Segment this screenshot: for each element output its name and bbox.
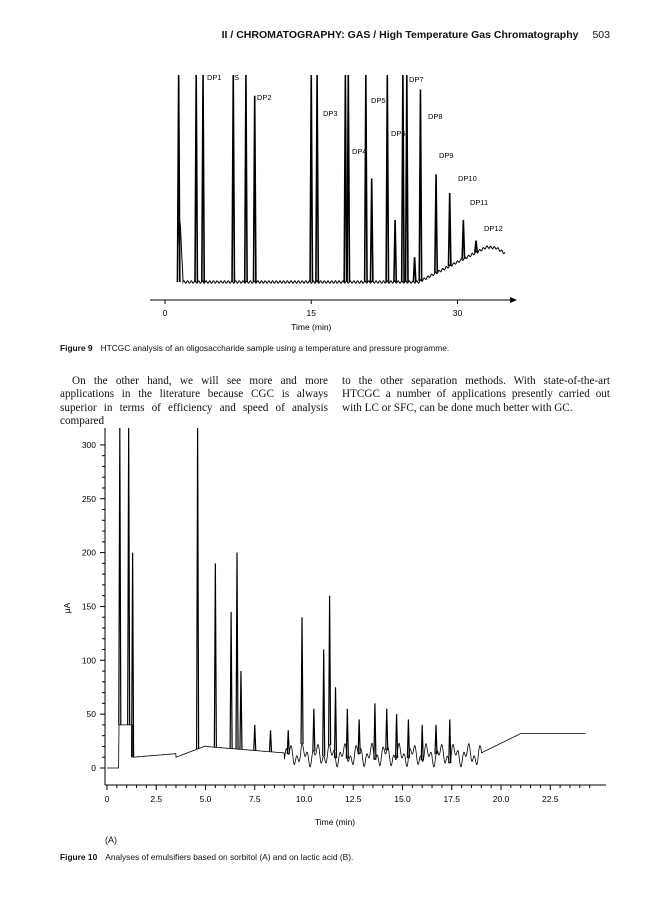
peak xyxy=(435,725,437,754)
peak xyxy=(407,720,409,759)
peak xyxy=(396,714,398,758)
peak xyxy=(197,428,199,749)
peak xyxy=(335,687,337,758)
peak xyxy=(236,553,238,749)
figure-10-caption xyxy=(60,852,353,862)
peak xyxy=(254,725,256,751)
x-tick-label: 10.0 xyxy=(295,794,313,804)
peak-label-is: IS xyxy=(232,73,240,82)
y-tick-label: 0 xyxy=(91,763,96,773)
peak xyxy=(214,563,216,747)
x-tick-label: 22.5 xyxy=(541,794,559,804)
peak xyxy=(128,428,130,725)
figure-9-label: Figure 9 xyxy=(60,343,93,353)
x-tick-label: 12.5 xyxy=(344,794,362,804)
peak xyxy=(346,709,348,759)
y-tick-label: 200 xyxy=(81,547,96,558)
body-text-col1: On the other hand, we will see more and more applications in the literature because CGC is always superior in terms of efficiency and speed of analysis compared xyxy=(60,375,328,428)
x-tick-label: 0 xyxy=(162,308,168,318)
peak-label-dp7: DP7 xyxy=(409,75,424,84)
x-tick-label: 2.5 xyxy=(150,794,163,804)
peak xyxy=(449,720,451,764)
page-number: 503 xyxy=(592,29,610,41)
x-tick-label: 17.5 xyxy=(443,794,461,804)
figure-9-caption-text: HTCGC analysis of an oligosaccharide sample using a temperature and pressure programme. xyxy=(100,343,450,353)
peak-label-dp6: DP6 xyxy=(391,129,406,138)
peak-label-dp12: DP12 xyxy=(484,224,503,233)
x-tick-label: 15 xyxy=(306,308,316,318)
peak-label-dp10: DP10 xyxy=(458,174,477,183)
peak-label-dp11: DP11 xyxy=(470,198,489,207)
body-text-col2: to the other separation methods. With state-of-the-art HTCGC a number of applications presently carried out with LC or SFC, can be done much better with GC. xyxy=(342,375,610,414)
peak xyxy=(329,596,331,745)
y-tick-label: 50 xyxy=(86,709,96,720)
peak xyxy=(230,612,232,749)
peak-label-dp3: DP3 xyxy=(323,109,338,118)
y-axis-title: μA xyxy=(62,602,72,614)
peak-label-dp1: DP1 xyxy=(207,73,222,82)
x-tick-label: 7.5 xyxy=(248,794,261,804)
x-axis-title: Time (min) xyxy=(314,817,356,827)
peak xyxy=(323,650,325,757)
peak xyxy=(301,617,303,744)
x-tick-label: 5.0 xyxy=(199,794,212,804)
y-tick-label: 150 xyxy=(81,601,96,612)
peak-label-dp2: DP2 xyxy=(257,93,272,102)
peak xyxy=(374,703,376,759)
x-tick-label: 0 xyxy=(104,794,110,804)
peak xyxy=(358,720,360,754)
y-tick-label: 250 xyxy=(81,493,96,504)
y-tick-label: 100 xyxy=(81,655,96,666)
figure-10-caption-text: Analyses of emulsifiers based on sorbitol (A) and on lactic acid (B). xyxy=(105,852,354,862)
peak-label-dp4: DP4 xyxy=(352,147,367,156)
peak-label-dp5: DP5 xyxy=(371,96,386,105)
x-axis-title: Time (min) xyxy=(291,322,332,332)
peak xyxy=(313,709,315,752)
peak xyxy=(240,671,242,749)
peak xyxy=(386,709,388,751)
running-title: II / CHROMATOGRAPHY: GAS / High Temperature Gas Chromatography xyxy=(221,29,579,41)
peak xyxy=(287,730,289,754)
peak xyxy=(119,428,121,725)
peak-label-dp8: DP8 xyxy=(428,112,443,121)
x-tick-label: 20.0 xyxy=(492,794,510,804)
figure-10-label: Figure 10 xyxy=(60,852,98,862)
x-tick-label: 30 xyxy=(452,308,463,318)
peak xyxy=(421,725,423,761)
x-tick-label: 15.0 xyxy=(394,794,411,804)
figure-10-panel-label: (A) xyxy=(105,835,117,845)
y-tick-label: 300 xyxy=(81,439,96,450)
peak-label-dp9: DP9 xyxy=(439,151,454,160)
peak xyxy=(270,730,272,751)
